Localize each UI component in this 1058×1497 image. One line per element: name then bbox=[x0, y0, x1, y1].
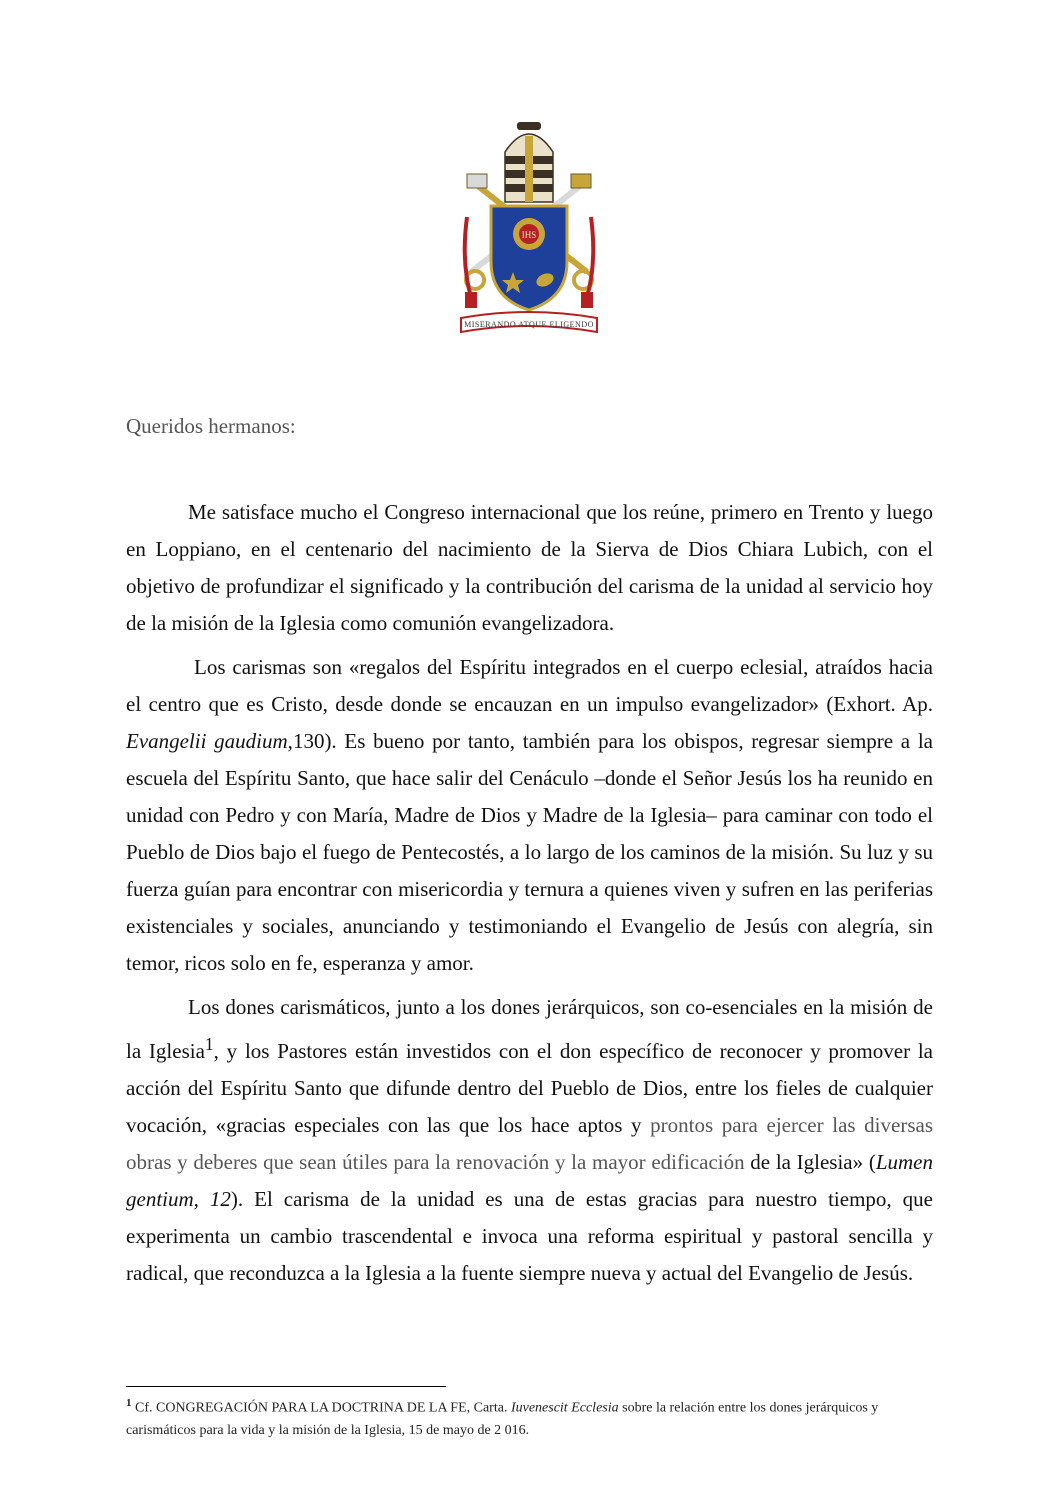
paragraph-3-citation: Lumen gentium, 12 bbox=[126, 1150, 933, 1211]
paragraph-2-citation: Evangelii gaudium, bbox=[126, 729, 293, 753]
svg-text:MISERANDO ATQUE ELIGENDO: MISERANDO ATQUE ELIGENDO bbox=[464, 320, 594, 329]
paragraph-2-text-a: Los carismas son «regalos del Espíritu integrados en el cuerpo eclesial, atraídos hacia el centro que es Cristo, desde donde se encauzan en un impulso evangelizador» (Exhort. Ap. bbox=[126, 655, 933, 716]
paragraph-3 bbox=[126, 989, 933, 1292]
footnote-number: 1 bbox=[126, 1397, 132, 1409]
paragraph-2 bbox=[126, 649, 933, 982]
salutation: Queridos hermanos: bbox=[126, 414, 296, 438]
paragraph-3-text-b: , y los Pastores están investidos con el don específico de reconocer y promover la acción del Espíritu Santo que difunde dentro del Pueblo de Dios, entre los fieles de cualquier vocación, «gracias especiales con las que los hace aptos y bbox=[126, 1039, 933, 1137]
footnote-text-b: sobre la relación entre los dones jerárquicos y carismáticos para la vida y la misión de la Iglesia, 15 de mayo de 2 016. bbox=[126, 1400, 879, 1438]
paragraph-1: Me satisface mucho el Congreso internacional que los reúne, primero en Trento y luego en Loppiano, en el centenario del nacimiento de la Sierva de Dios Chiara Lubich, con el objetivo de profundizar el significado y la contribución del carisma de la unidad al servicio hoy de la misión de la Iglesia como comunión evangelizadora. bbox=[126, 500, 933, 635]
footnote-title: Iuvenescit Ecclesia bbox=[510, 1400, 619, 1416]
letter-body bbox=[126, 494, 933, 1299]
paragraph-2-text-b: 130). Es bueno por tanto, también para los obispos, regresar siempre a la escuela del Espíritu Santo, que hace salir del Cenáculo –donde el Señor Jesús los ha reunido en unidad con Pedro y con María, Madre de Dios y Madre de la Iglesia– para caminar con todo el Pueblo de Dios bajo el fuego de Pentecostés, a lo largo de los caminos de la misión. Su luz y su fuerza guían para encontrar con misericordia y ternura a quienes viven y sufren en las periferias existenciales y sociales, anunciando y testimoniando el Evangelio de Jesús con alegría, sin temor, ricos solo en fe, esperanza y amor. bbox=[126, 729, 933, 975]
footnote bbox=[126, 1392, 926, 1442]
paragraph-3-quote: prontos para ejercer las diversas obras y deberes que sean útiles para la renovación y la mayor edificación bbox=[126, 1113, 933, 1174]
papal-coat-of-arms-icon bbox=[453, 122, 605, 336]
paragraph-3-text-d: ). El carisma de la unidad es una de estas gracias para nuestro tiempo, que experimenta un cambio trascendental e invoca una reforma espiritual y pastoral sencilla y radical, que reconduzca a la Iglesia a la fuente siempre nueva y actual del Evangelio de Jesús. bbox=[126, 1187, 933, 1285]
footnote-separator bbox=[126, 1386, 446, 1387]
paragraph-3-text-a: Los dones carismáticos, junto a los dones jerárquicos, son co-esenciales en la misión de la Iglesia bbox=[126, 995, 933, 1063]
paragraph-3-text-c: de la Iglesia» ( bbox=[744, 1150, 876, 1174]
svg-text:IHS: IHS bbox=[521, 230, 537, 240]
footnote-text-a: Cf. CONGREGACIÓN PARA LA DOCTRINA DE LA FE, Carta. bbox=[131, 1400, 511, 1416]
footnote-ref: 1 bbox=[204, 1034, 214, 1054]
